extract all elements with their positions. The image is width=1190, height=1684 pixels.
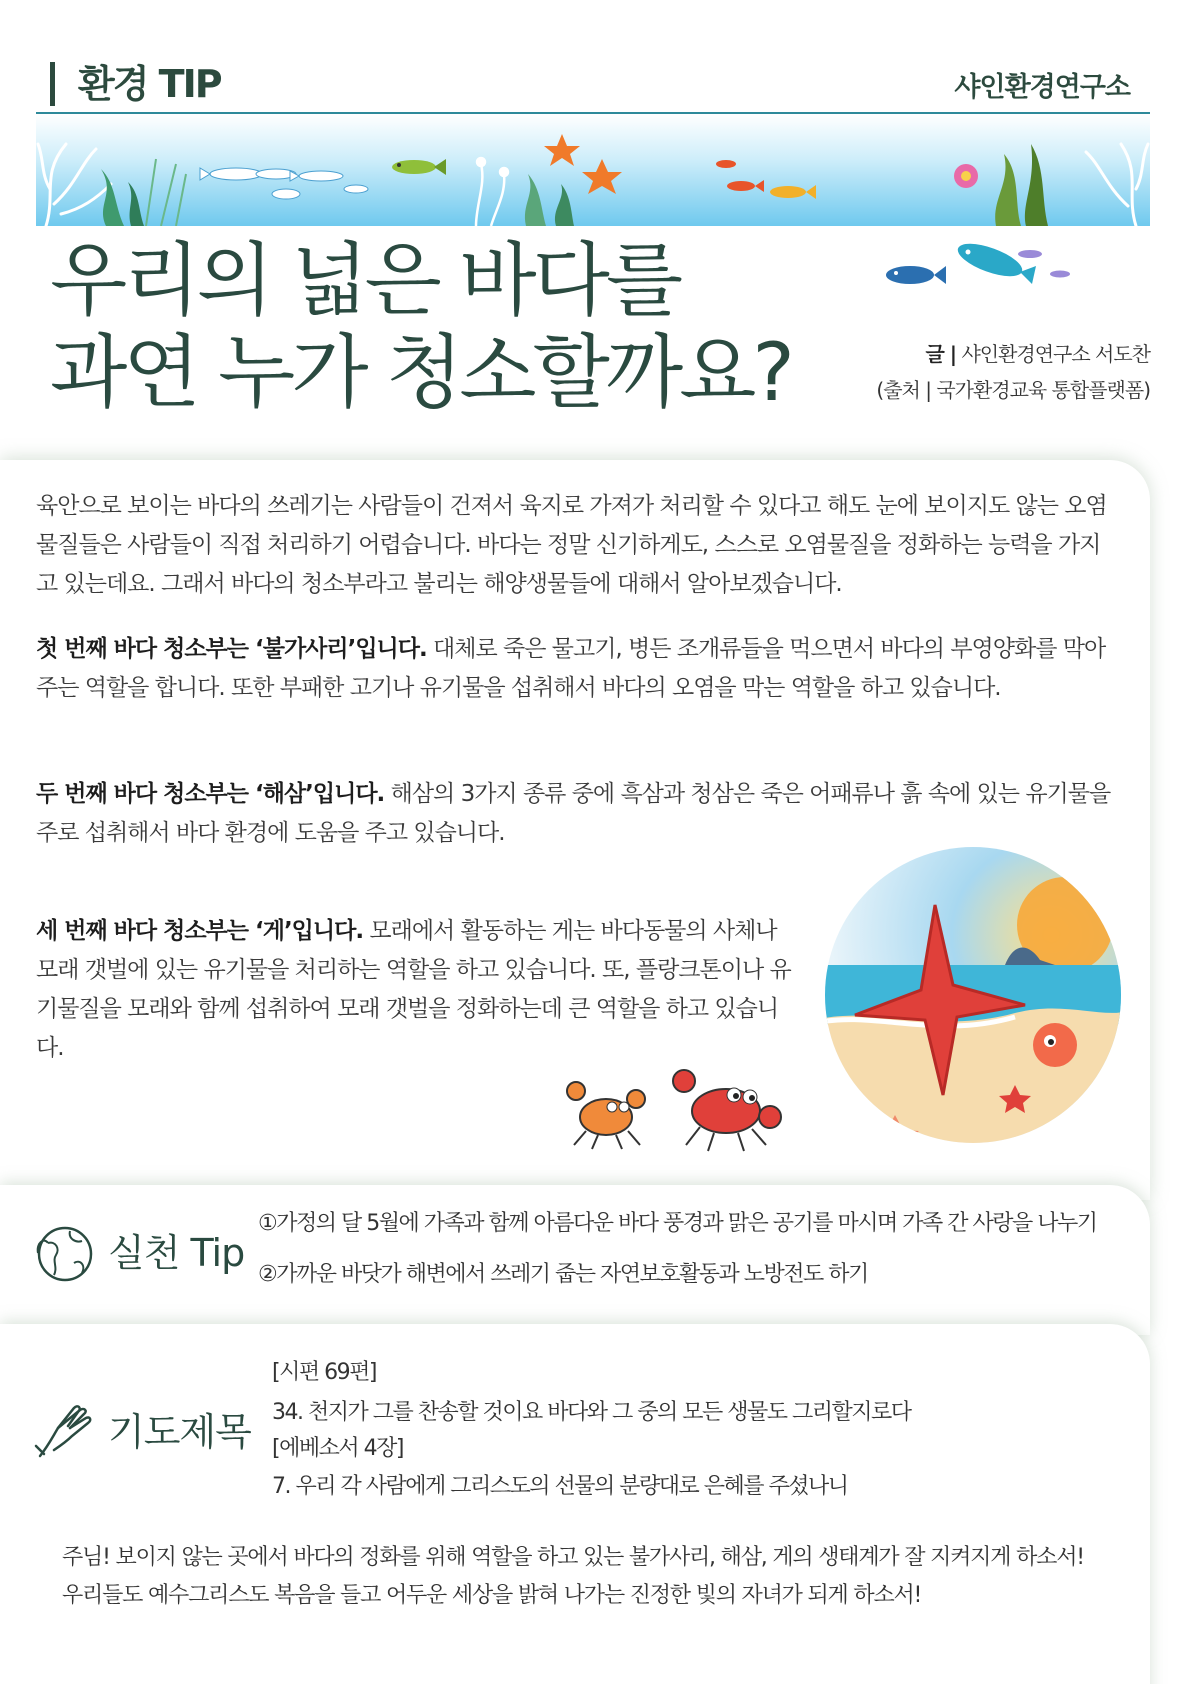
byline — [876, 336, 1150, 408]
coral-right-icon — [1086, 144, 1148, 226]
paragraph-sea-cucumber-text: 해삼의 3가지 종류 중에 흑삼과 청삼은 죽은 어패류나 흙 속에 있는 유기물을 주로 섭취해서 바다 환경에 도움을 주고 있습니다. — [36, 781, 1111, 846]
red-crab-icon — [673, 1070, 781, 1151]
source-note: (출처 | 국가환경교육 통합플랫폼) — [876, 378, 1150, 402]
prayer-line-1: 주님! 보이지 않는 곳에서 바다의 정화를 위해 역할을 하고 있는 불가사리, 해삼, 게의 생태계가 잘 지켜지게 하소서! — [62, 1545, 1084, 1570]
orange-crab-icon — [567, 1082, 645, 1149]
starfish-icon — [544, 134, 622, 194]
paragraph-starfish-text: 대체로 죽은 물고기, 병든 조개류들을 먹으면서 바다의 부영양화를 막아주는 역할을 합니다. 또한 부패한 고기나 유기물을 섭취해서 바다의 오염을 막는 역할을 하고 있습니다. — [36, 636, 1106, 701]
verse-2-text: 7. 우리 각 사람에게 그리스도의 선물의 분량대로 은혜를 주셨나니 — [272, 1474, 848, 1499]
red-fish-icon — [716, 160, 764, 192]
verse-1-reference: [시편 69편] — [272, 1360, 376, 1385]
verse-2-reference: [에베소서 4장] — [272, 1436, 403, 1461]
seagrass-middle-icon — [525, 174, 574, 226]
section-label: 환경 TIP — [78, 62, 221, 106]
prayer-label: 기도제목 — [108, 1410, 251, 1454]
fish-school-icon — [200, 168, 368, 199]
author-prefix: 글 | — [925, 342, 957, 366]
tip-label: 실천 Tip — [108, 1231, 245, 1275]
crabs-illustration — [566, 1065, 806, 1155]
anemone-icon — [954, 164, 978, 188]
verse-1-text: 34. 천지가 그를 찬송할 것이요 바다와 그 중의 모든 생물도 그리할지로다 — [272, 1400, 911, 1425]
paragraph-starfish-heading: 첫 번째 바다 청소부는 ‘불가사리’입니다. — [36, 636, 427, 662]
page-title — [50, 235, 791, 419]
fish-group-icon — [880, 240, 1080, 300]
earth-hand-icon — [34, 1223, 96, 1285]
beach-starfish-illustration — [815, 845, 1130, 1145]
coral-left-icon — [38, 144, 111, 226]
seaweed-middle-icon — [476, 158, 508, 226]
paragraph-crab — [36, 912, 796, 1068]
org-name: 샤인환경연구소 — [954, 72, 1130, 103]
seagrass-icon — [146, 159, 186, 226]
title-line-2: 과연 누가 청소할까요? — [50, 326, 791, 419]
title-line-1: 우리의 넓은 바다를 — [50, 234, 680, 327]
paragraph-sea-cucumber-heading: 두 번째 바다 청소부는 ‘해삼’입니다. — [36, 781, 385, 807]
green-fish-icon — [392, 159, 446, 175]
prayer-card — [0, 1324, 1150, 1684]
header-accent-bar — [50, 62, 55, 106]
paragraph-crab-text: 모래에서 활동하는 게는 바다동물의 사체나 모래 갯벌에 있는 유기물을 처리하는 역할을 하고 있습니다. 또, 플랑크톤이나 유기물질을 모래와 함께 섭취하여 모래 갯벌을 정화하는데 큰 역할을 하고 있습니다. — [36, 918, 791, 1061]
tip-item-1: ①가정의 달 5월에 가족과 함께 아름다운 바다 풍경과 맑은 공기를 마시며 가족 간 사랑을 나누기 — [258, 1211, 1097, 1236]
tip-item-2: ②가까운 바닷가 해변에서 쓰레기 줍는 자연보호활동과 노방전도 하기 — [258, 1262, 868, 1287]
seaweed-left-icon — [101, 169, 144, 226]
sea-banner-illustration — [36, 114, 1150, 226]
yellow-fish-icon — [770, 185, 816, 199]
paragraph-crab-heading: 세 번째 바다 청소부는 ‘게’입니다. — [36, 918, 364, 944]
prayer-line-2: 우리들도 예수그리스도 복음을 들고 어두운 세상을 밝혀 나가는 진정한 빛의 자녀가 되게 하소서! — [62, 1583, 922, 1608]
seaweed-right-icon — [995, 144, 1048, 226]
prayer-text — [62, 1539, 1142, 1615]
author-name: 샤인환경연구소 서도찬 — [961, 342, 1150, 366]
intro-paragraph: 육안으로 보이는 바다의 쓰레기는 사람들이 건져서 육지로 가져가 처리할 수 있다고 해도 눈에 보이지도 않는 오염물질들은 사람들이 직접 처리하기 어렵습니다. 바다는 정말 신기하게도, 스스로 오염물질을 정화하는 능력을 가지고 있는데요. 그래서 바다의 청소부라고 불리는 해양생물들에 대해서 알아보겠습니다. — [36, 493, 1107, 597]
paragraph-starfish — [36, 630, 1116, 708]
praying-hands-icon — [34, 1398, 98, 1462]
paragraph-sea-cucumber — [36, 775, 1116, 853]
